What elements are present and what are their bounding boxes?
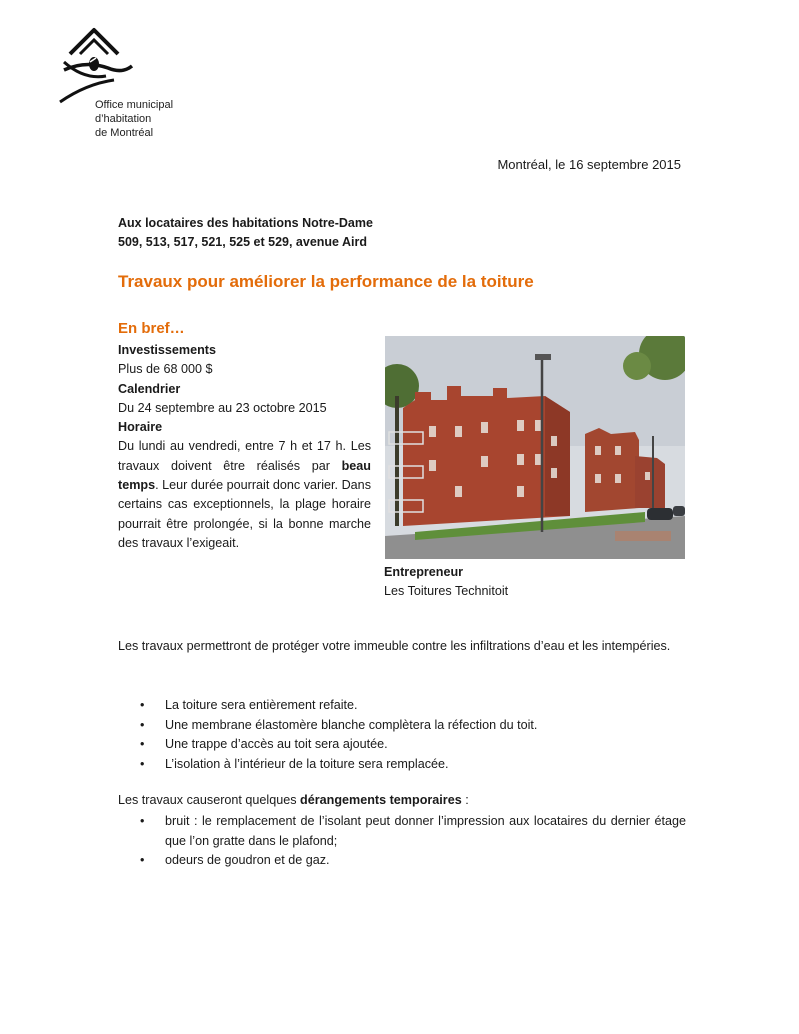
- invest-label: Investissements: [118, 343, 217, 357]
- contractor: [384, 563, 508, 601]
- work-list: [140, 696, 686, 774]
- org-line: Office municipal: [95, 99, 174, 111]
- contractor-label: Entrepreneur: [384, 565, 464, 579]
- list-item: • Une trappe d’accès au toit sera ajoutée.: [140, 735, 686, 755]
- invest-value: Plus de 68 000 $: [118, 362, 213, 377]
- document-title: Travaux pour améliorer la performance de la toiture: [118, 272, 534, 291]
- org-line: de Montréal: [95, 127, 154, 139]
- addressee: [118, 214, 373, 252]
- organization-name: [95, 98, 173, 140]
- schedule-label: Horaire: [118, 420, 163, 435]
- list-item: • La toiture sera entièrement refaite.: [140, 696, 686, 716]
- schedule-intro: Du lundi au vendredi, entre 7 h et 17 h. Les travaux doivent être réalisés par: [118, 439, 371, 473]
- letter-date: Montréal, le 16 septembre 2015: [497, 157, 681, 172]
- calendar-value: Du 24 septembre au 23 octobre 2015: [118, 400, 327, 415]
- list-item: • odeurs de goudron et de gaz.: [140, 851, 686, 871]
- brief-heading: En bref…: [118, 320, 185, 337]
- schedule-text: [118, 437, 371, 553]
- calendar-label: Calendrier: [118, 381, 181, 396]
- list-item: • bruit : le remplacement de l’isolant peut donner l’impression aux locataires du dernier étage que l’on gratte dans le plafond;: [140, 812, 686, 851]
- disturbance-intro: [118, 793, 469, 807]
- brief-details: [118, 341, 371, 553]
- disturb-bold: dérangements temporaires: [300, 793, 462, 807]
- disturb-prefix: Les travaux causeront quelques: [118, 793, 301, 807]
- addressee-line: Aux locataires des habitations Notre-Dame: [118, 216, 373, 230]
- building-photo: [385, 336, 685, 559]
- list-item: • L’isolation à l’intérieur de la toiture sera remplacée.: [140, 755, 686, 775]
- contractor-name: Les Toitures Technitoit: [384, 584, 509, 598]
- schedule-bold: beau temps: [118, 458, 371, 493]
- list-item: • Une membrane élastomère blanche complètera la réfection du toit.: [140, 716, 686, 736]
- schedule-rest: . Leur durée pourrait donc varier. Dans certains cas exceptionnels, la plage horaire pourrait être prolongée, si la bonne marche des travaux l’exigeait.: [118, 478, 371, 550]
- org-line: d’habitation: [95, 113, 152, 125]
- disturb-suffix: :: [461, 793, 469, 807]
- disturbance-list: [140, 812, 686, 871]
- omhm-logo: [56, 24, 136, 104]
- intro-paragraph: Les travaux permettront de protéger votre immeuble contre les infiltrations d’eau et les intempéries.: [118, 639, 671, 653]
- addressee-line: 509, 513, 517, 521, 525 et 529, avenue Aird: [118, 235, 368, 249]
